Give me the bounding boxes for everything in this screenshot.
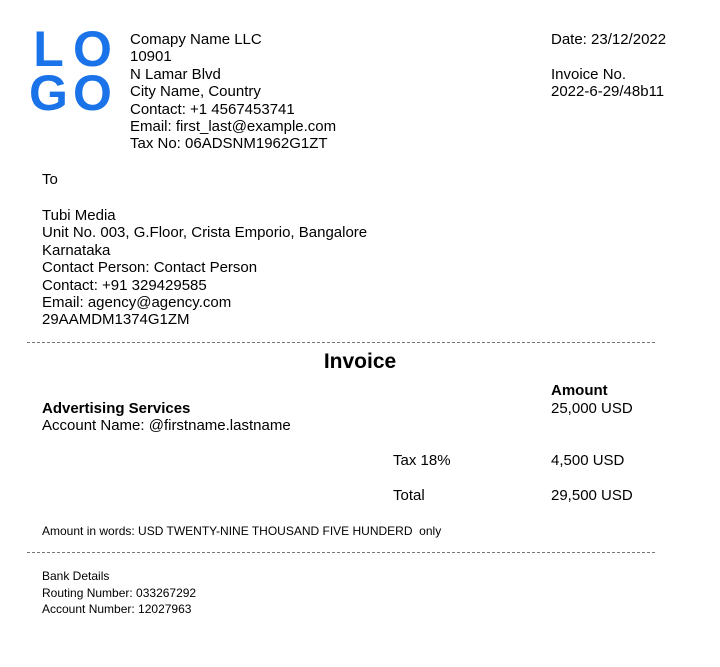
company-logo (28, 21, 112, 121)
line-item-amount: 25,000 USD (551, 400, 633, 417)
account-number: Account Number: 12027963 (42, 601, 192, 616)
recipient-contact: Contact: +91 329429585 (42, 276, 207, 294)
sender-contact: Contact: +1 4567453741 (130, 100, 295, 118)
invoice-date: Date: 23/12/2022 (551, 31, 667, 48)
invoice-title: Invoice (323, 350, 397, 373)
sender-address (130, 31, 336, 153)
recipient-street: Unit No. 003, G.Floor, Crista Emporio, Bangalore (42, 224, 368, 242)
divider (27, 342, 655, 343)
to-label: To (42, 171, 58, 188)
sender-company-name: Comapy Name LLC (130, 31, 262, 48)
amount-in-words: Amount in words: USD TWENTY-NINE THOUSAND FIVE HUNDERD only (42, 524, 442, 538)
amount-column-header: Amount (551, 382, 608, 399)
routing-number: Routing Number: 033267292 (42, 586, 197, 600)
recipient-address (42, 207, 367, 329)
invoice-meta (551, 31, 666, 101)
bank-details (42, 586, 196, 617)
logo-letter: G (29, 65, 67, 121)
logo-letter: O (73, 21, 111, 77)
invoice-number-label: Invoice No. (551, 65, 627, 83)
recipient-state: Karnataka (42, 241, 111, 259)
total-value: 29,500 USD (551, 487, 633, 504)
line-item-account: Account Name: @firstname.lastname (42, 417, 291, 434)
recipient-contact-person: Contact Person: Contact Person (42, 259, 258, 277)
bank-details-heading: Bank Details (42, 569, 110, 583)
sender-city: City Name, Country (130, 83, 261, 101)
invoice-number: 2022-6-29/48b11 (551, 83, 665, 101)
total-label: Total (393, 487, 425, 504)
recipient-tax-id: 29AAMDM1374G1ZM (42, 311, 190, 329)
sender-street: N Lamar Blvd (130, 65, 221, 83)
line-item-name: Advertising Services (42, 400, 191, 417)
sender-tax-number: Tax No: 06ADSNM1962G1ZT (130, 135, 328, 153)
tax-value: 4,500 USD (551, 452, 625, 469)
divider (27, 552, 655, 553)
recipient-email: Email: agency@agency.com (42, 294, 232, 312)
tax-label: Tax 18% (393, 452, 451, 469)
logo-letter: O (73, 65, 111, 121)
logo-letter: L (33, 21, 63, 77)
sender-email: Email: first_last@example.com (130, 118, 337, 136)
recipient-name: Tubi Media (42, 207, 116, 224)
sender-postal-code: 10901 (130, 48, 172, 66)
